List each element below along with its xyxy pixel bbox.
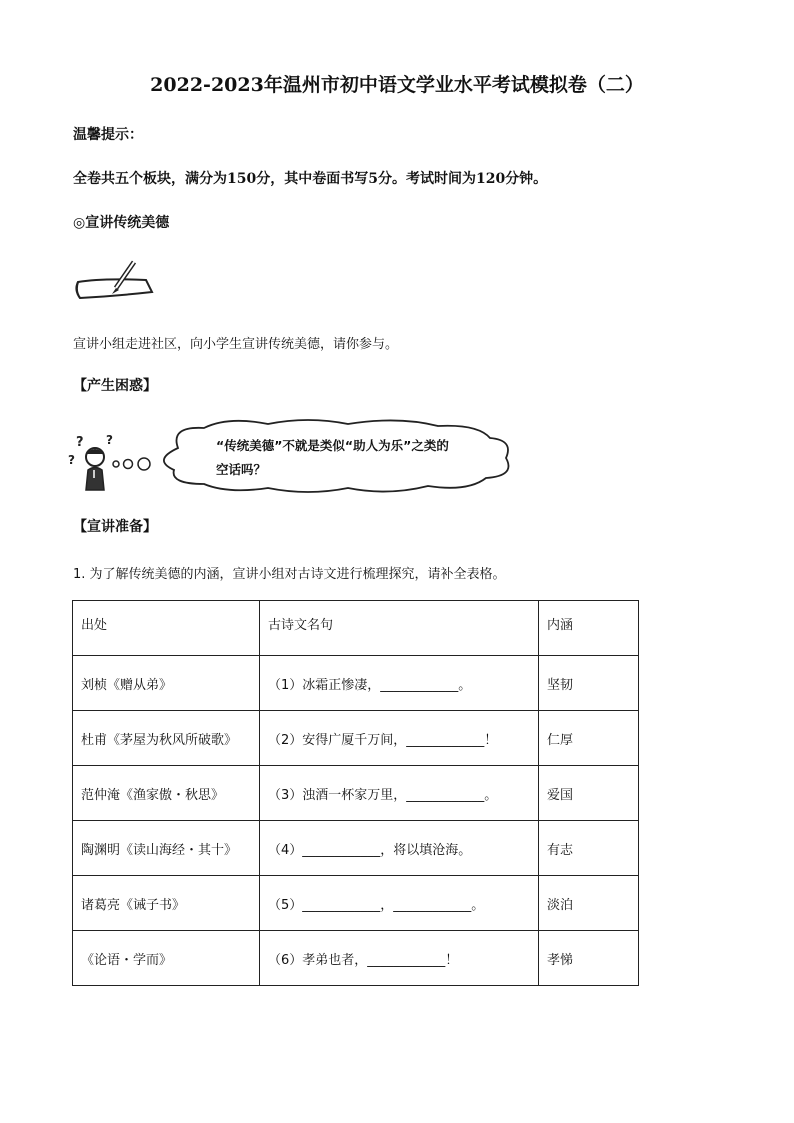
table-row (73, 711, 639, 766)
table-row (73, 821, 639, 876)
row-source: 《论语・学而》 (73, 931, 260, 986)
pen-writing-icon (72, 258, 158, 304)
row-source: 诸葛亮《诫子书》 (73, 876, 260, 931)
row-source: 刘桢《赠从弟》 (73, 656, 260, 711)
table-row (73, 656, 639, 711)
row-source: 陶渊明《读山海经・其十》 (73, 821, 260, 876)
table-row (73, 931, 639, 986)
row-source: 范仲淹《渔家傲・秋思》 (73, 766, 260, 821)
poem-table (72, 600, 639, 986)
header-sentence: 古诗文名句 (260, 601, 539, 656)
row-sentence: （3）浊酒一杯家万里，____________。 (260, 766, 539, 821)
header-source: 出处 (73, 601, 260, 656)
svg-text:?: ? (68, 453, 75, 467)
row-meaning: 爱国 (539, 766, 639, 821)
prep-heading: 【宣讲准备】 (73, 519, 157, 535)
table-row (73, 766, 639, 821)
thought-bubble-text: “传统美德”不就是类似“助人为乐”之类的空话吗？ (216, 438, 449, 477)
row-source: 杜甫《茅屋为秋风所破歌》 (73, 711, 260, 766)
row-meaning: 坚韧 (539, 656, 639, 711)
row-meaning: 仁厚 (539, 711, 639, 766)
row-sentence: （4）____________，将以填沧海。 (260, 821, 539, 876)
row-meaning: 孝悌 (539, 931, 639, 986)
row-sentence: （1）冰霜正惨凄，____________。 (260, 656, 539, 711)
row-sentence: （5）____________，____________。 (260, 876, 539, 931)
header-meaning: 内涵 (539, 601, 639, 656)
row-meaning: 淡泊 (539, 876, 639, 931)
svg-text:?: ? (106, 433, 113, 447)
table-row (73, 876, 639, 931)
exam-info: 全卷共五个板块，满分为150分，其中卷面书写5分。考试时间为120分钟。 (73, 171, 548, 187)
confusion-heading: 【产生困惑】 (73, 378, 157, 394)
intro-text: 宣讲小组走进社区，向小学生宣讲传统美德，请你参与。 (73, 337, 399, 352)
question-1: 1. 为了解传统美德的内涵，宣讲小组对古诗文进行梳理探究，请补全表格。 (73, 567, 506, 582)
row-meaning: 有志 (539, 821, 639, 876)
page-title: 2022-2023年温州市初中语文学业水平考试模拟卷（二） (150, 74, 644, 96)
svg-text:?: ? (76, 435, 84, 450)
row-sentence: （6）孝弟也者，____________！ (260, 931, 539, 986)
table-header-row (73, 601, 639, 656)
row-sentence: （2）安得广厦千万间，____________！ (260, 711, 539, 766)
section-heading: ◎宣讲传统美德 (73, 215, 170, 231)
tips-label: 温馨提示： (73, 127, 143, 143)
